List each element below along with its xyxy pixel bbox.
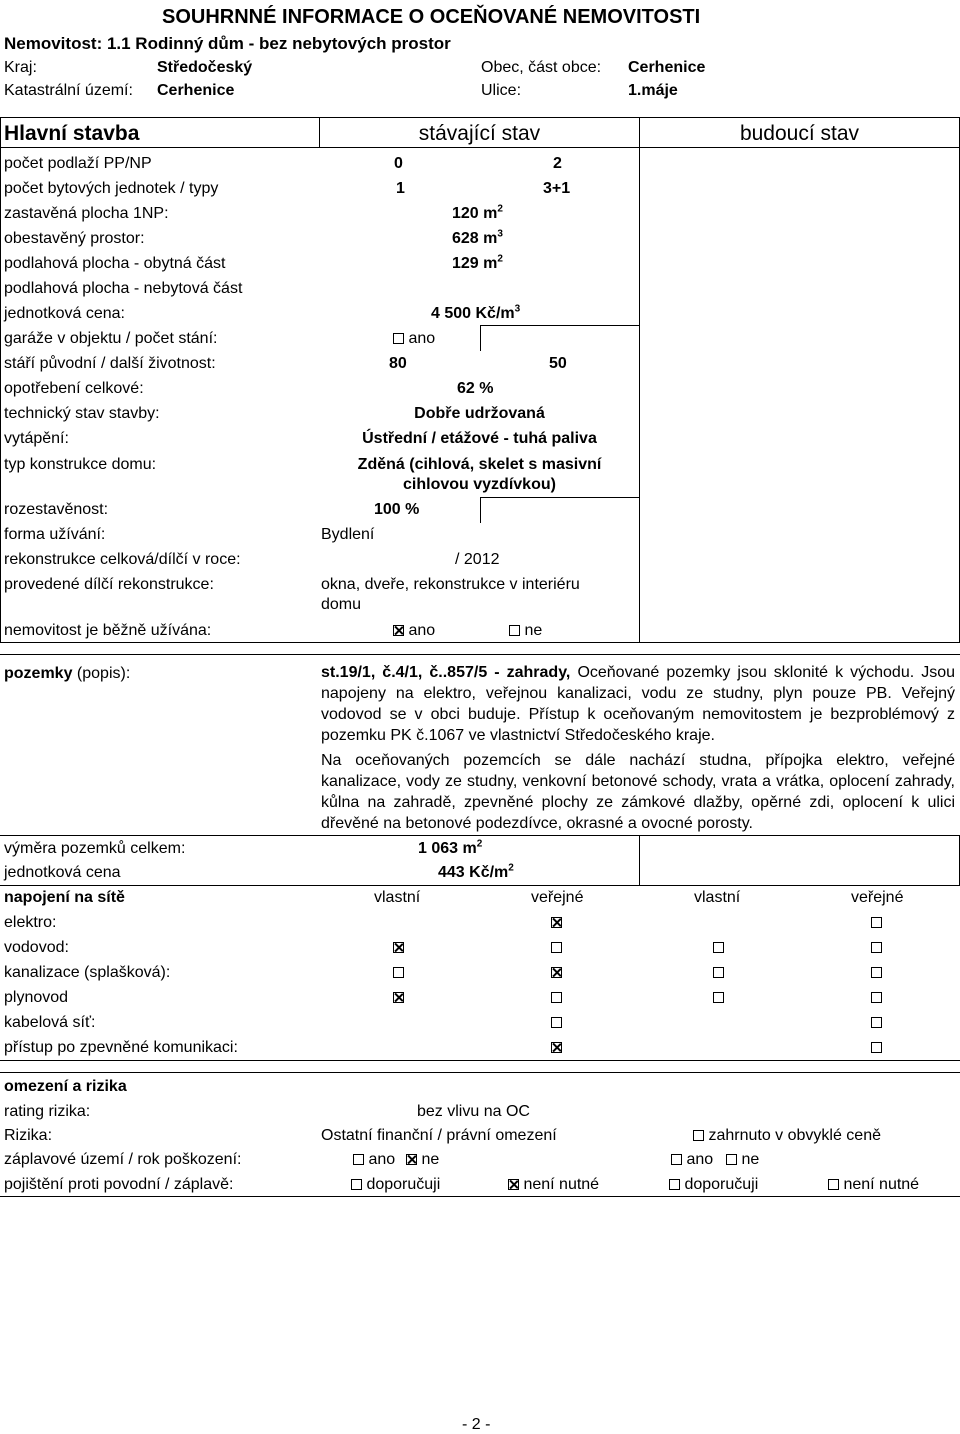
insurance-label: pojištění proti povodní / záplavě:: [4, 1176, 234, 1193]
units-label: počet bytových jednotek / typy: [4, 180, 219, 197]
land-price-label: jednotková cena: [4, 864, 121, 881]
checkbox-icon[interactable]: [669, 1179, 680, 1190]
floor-nonres-label: podlahová plocha - nebytová část: [4, 280, 243, 297]
land-area-value: 1 063 $m^2$: [418, 838, 483, 857]
col-own-current: vlastní: [374, 889, 421, 906]
land-additional: Na oceňovaných pozemcích se dále nachází studna, přípojka elektro, veřejné kanalizace, vody ze studny, venkovní betonové schody, vrata a vrátka, oplocení zahrady, kůlna na zahradě, zpevněné plochy ze zámkové dlažby, opěrné zdi, oplocení k ulici dřevěné na betonové podezdívce, okrasné a ovocné porosty.: [321, 752, 955, 832]
obec-value: Cerhenice: [628, 59, 706, 76]
land-description: st.19/1, č.4/1, č..857/5 - zahrady, Oceňované pozemky jsou sklonité k východu. Jsou napojeny na elektro, veřejnou kanalizaci, vodu ze studny, plyn pouze PB. Veřejný vodovod se v obci buduje. Přístup k oceňovaným nemovitostem je bezproblémový z pozemku PK č.1067 ve vlastnictví Středočeského kraje.: [321, 664, 956, 744]
flood-future-no[interactable]: ne: [726, 1150, 759, 1169]
checkbox-icon[interactable]: [551, 942, 562, 953]
flood-no[interactable]: ne: [406, 1150, 439, 1169]
land-area-label: výměra pozemků celkem:: [4, 840, 186, 857]
checkbox-icon[interactable]: [871, 1042, 882, 1053]
completion-value: 100 %: [374, 501, 420, 518]
network-row-label: přístup po zpevněné komunikaci:: [4, 1039, 238, 1056]
ins-future-not-needed[interactable]: není nutné: [828, 1175, 919, 1194]
future-state-heading: budoucí stav: [739, 122, 860, 145]
risks-label: Rizika:: [4, 1127, 53, 1144]
rating-label: rating rizika:: [4, 1103, 91, 1120]
checkbox-icon[interactable]: [713, 992, 724, 1003]
checkbox-icon[interactable]: [828, 1179, 839, 1190]
construction-label: typ konstrukce domu:: [4, 456, 157, 473]
checkbox-icon[interactable]: [393, 967, 404, 978]
obec-label: Obec, část obce:: [481, 59, 602, 76]
units-count: 1: [396, 180, 405, 197]
risks-future[interactable]: zahrnuto v obvyklé ceně: [693, 1126, 881, 1145]
main-heading: Hlavní stavba: [4, 122, 140, 145]
completion-label: rozestavěnost:: [4, 501, 109, 518]
checkbox-icon[interactable]: [726, 1154, 737, 1165]
land-label: pozemky (popis):: [4, 665, 131, 682]
floor-res-value: 129 $m^2$: [452, 253, 503, 272]
partial-value-line1: okna, dveře, rekonstrukce v interiéru: [321, 576, 580, 593]
use-value: Bydlení: [321, 526, 375, 543]
network-row-label: kanalizace (splašková):: [4, 964, 171, 981]
flood-label: záplavové území / rok poškození:: [4, 1151, 242, 1168]
col-public-future: veřejné: [851, 889, 904, 906]
ku-label: Katastrální území:: [4, 82, 133, 99]
checkbox-icon[interactable]: [551, 967, 562, 978]
in-use-no[interactable]: ne: [509, 621, 542, 640]
heating-label: vytápění:: [4, 430, 69, 447]
ins-future-recommend[interactable]: doporučuji: [669, 1175, 758, 1194]
checkbox-icon[interactable]: [508, 1179, 519, 1190]
kraj-label: Kraj:: [4, 59, 37, 76]
rating-value: bez vlivu na OC: [417, 1103, 530, 1120]
checkbox-icon[interactable]: [551, 917, 562, 928]
ulice-label: Ulice:: [481, 82, 522, 99]
floors-np: 2: [553, 155, 562, 172]
ku-value: Cerhenice: [157, 82, 235, 99]
checkbox-icon[interactable]: [671, 1154, 682, 1165]
network-row-label: kabelová síť:: [4, 1014, 96, 1031]
land-price-value: 443 $Kč/m^2$: [438, 862, 514, 881]
risks-value: Ostatní finanční / právní omezení: [321, 1127, 557, 1144]
construction-value-line2: cihlovou vyzdívkou): [403, 476, 556, 493]
units-type: 3+1: [543, 180, 571, 197]
construction-value-line1: Zděná (cihlová, skelet s masivní: [357, 456, 602, 473]
col-own-future: vlastní: [694, 889, 741, 906]
flood-yes[interactable]: ano: [353, 1150, 395, 1169]
checkbox-icon[interactable]: [393, 992, 404, 1003]
checkbox-icon[interactable]: [713, 942, 724, 953]
page-number: - 2 -: [462, 1416, 491, 1433]
checkbox-icon[interactable]: [393, 333, 404, 344]
age-label: stáří původní / další životnost:: [4, 355, 216, 372]
current-state-heading: stávající stav: [418, 122, 541, 145]
in-use-yes[interactable]: ano: [393, 621, 435, 640]
checkbox-icon[interactable]: [871, 917, 882, 928]
wear-value: 62 %: [457, 380, 494, 397]
ulice-value: 1.máje: [628, 82, 678, 99]
kraj-value: Středočeský: [157, 59, 253, 76]
col-public-current: veřejné: [531, 889, 584, 906]
network-row-label: elektro:: [4, 914, 57, 931]
checkbox-icon[interactable]: [353, 1154, 364, 1165]
garage-option[interactable]: ano: [393, 329, 435, 348]
condition-label: technický stav stavby:: [4, 405, 160, 422]
floors-pp: 0: [394, 155, 403, 172]
floor-res-label: podlahová plocha - obytná část: [4, 255, 226, 272]
checkbox-icon[interactable]: [351, 1179, 362, 1190]
checkbox-icon[interactable]: [406, 1154, 417, 1165]
checkbox-icon[interactable]: [871, 1017, 882, 1028]
flood-future-yes[interactable]: ano: [671, 1150, 713, 1169]
heating-value: Ústřední / etážové - tuhá paliva: [362, 430, 597, 447]
checkbox-icon[interactable]: [393, 625, 404, 636]
checkbox-icon[interactable]: [551, 992, 562, 1003]
checkbox-icon[interactable]: [551, 1042, 562, 1053]
volume-value: 628 $m^3$: [452, 228, 503, 247]
unit-price-label: jednotková cena:: [4, 305, 125, 322]
condition-value: Dobře udržovaná: [414, 405, 545, 422]
checkbox-icon[interactable]: [551, 1017, 562, 1028]
networks-heading: napojení na sítě: [4, 889, 125, 906]
checkbox-icon[interactable]: [693, 1130, 704, 1141]
unit-price-value: 4 500 $Kč/m^3$: [431, 303, 521, 322]
checkbox-icon[interactable]: [713, 967, 724, 978]
checkbox-icon[interactable]: [871, 942, 882, 953]
age-remaining: 50: [549, 355, 567, 372]
ins-recommend[interactable]: doporučuji: [351, 1175, 440, 1194]
partial-value-line2: domu: [321, 596, 362, 613]
page-title: SOUHRNNÉ INFORMACE O OCEŇOVANÉ NEMOVITOSTI: [162, 6, 701, 28]
in-use-label: nemovitost je běžně užívána:: [4, 622, 212, 639]
use-label: forma užívání:: [4, 526, 106, 543]
partial-label: provedené dílčí rekonstrukce:: [4, 576, 214, 593]
garage-label: garáže v objektu / počet stání:: [4, 330, 218, 347]
checkbox-icon[interactable]: [871, 992, 882, 1003]
property-name: Nemovitost: 1.1 Rodinný dům - bez nebytových prostor: [4, 34, 451, 53]
checkbox-icon[interactable]: [393, 942, 404, 953]
built-area-value: 120 $m^2$: [452, 203, 503, 222]
network-row-label: vodovod:: [4, 939, 69, 956]
checkbox-icon[interactable]: [871, 967, 882, 978]
built-area-label: zastavěná plocha 1NP:: [4, 205, 169, 222]
volume-label: obestavěný prostor:: [4, 230, 145, 247]
network-row-label: plynovod: [4, 989, 69, 1006]
risks-heading: omezení a rizika: [4, 1078, 127, 1095]
wear-label: opotřebení celkové:: [4, 380, 144, 397]
floors-label: počet podlaží PP/NP: [4, 155, 152, 172]
reconstruction-value: / 2012: [455, 551, 500, 568]
age-original: 80: [389, 355, 407, 372]
reconstruction-label: rekonstrukce celková/dílčí v roce:: [4, 551, 241, 568]
ins-not-needed[interactable]: není nutné: [508, 1175, 599, 1194]
checkbox-icon[interactable]: [509, 625, 520, 636]
